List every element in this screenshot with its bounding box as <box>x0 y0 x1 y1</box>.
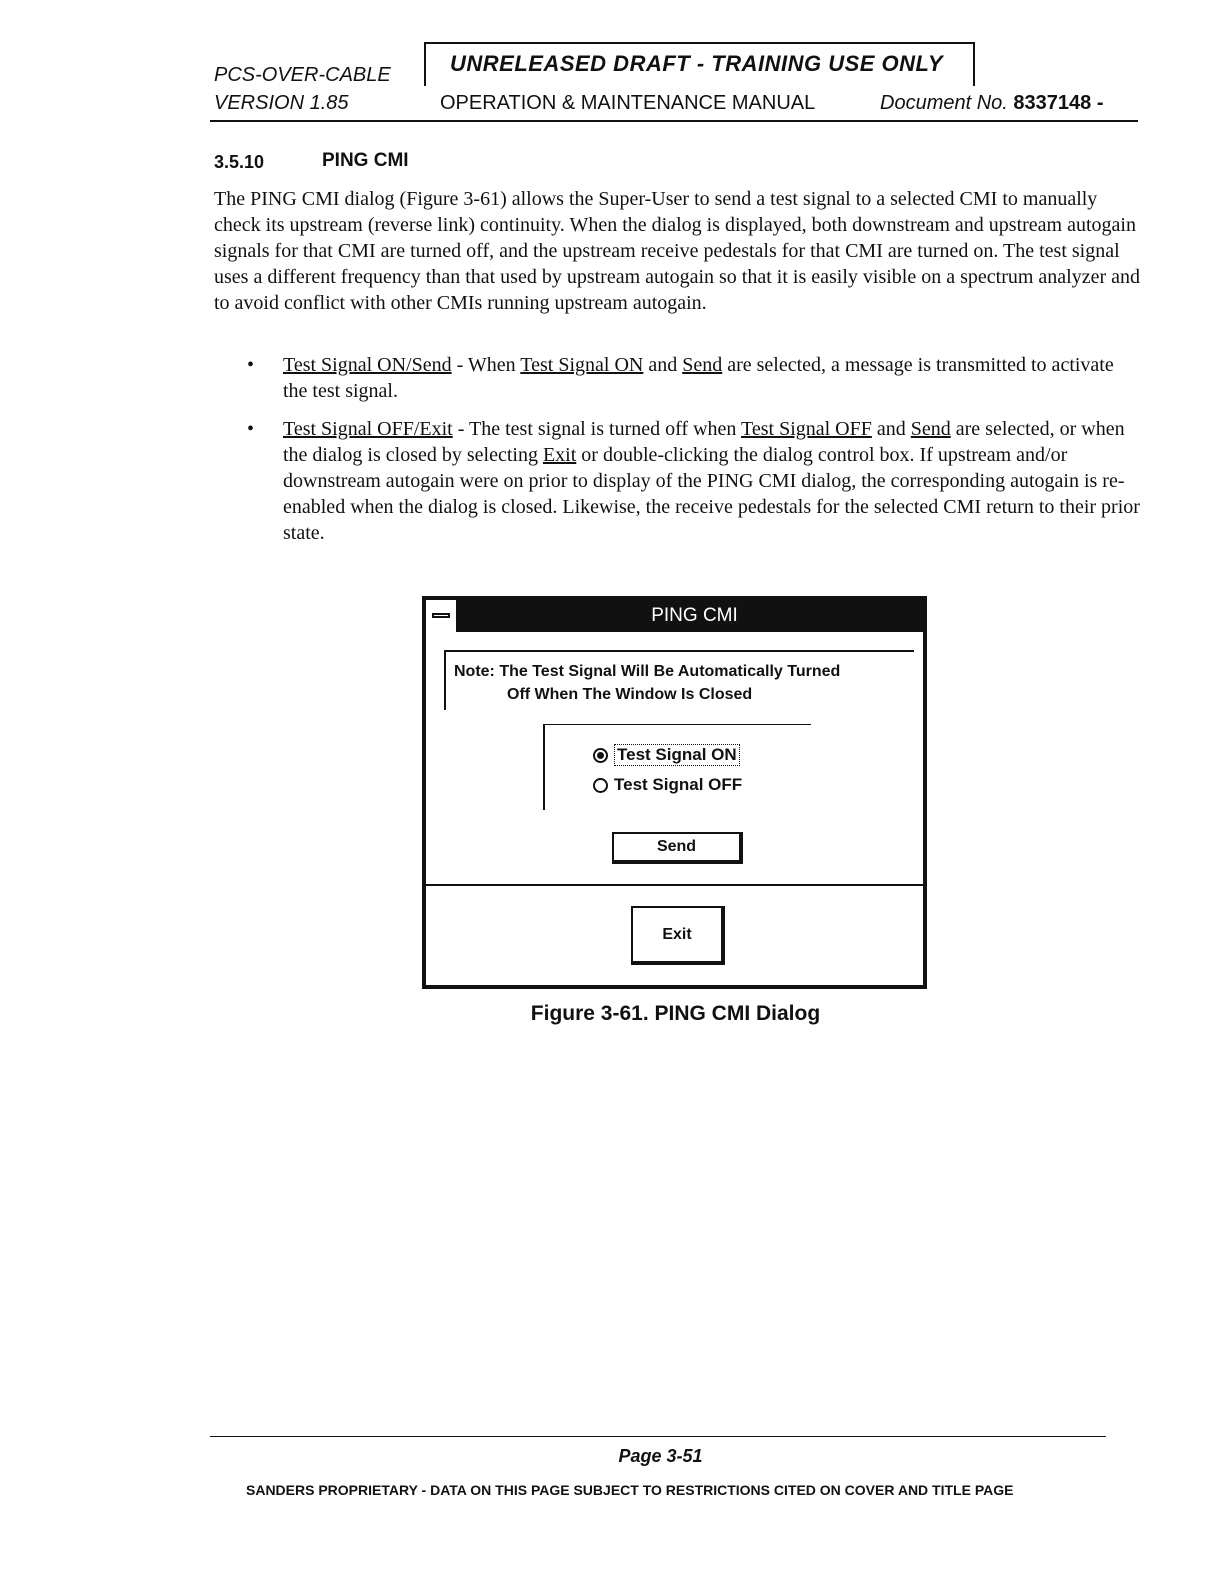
radio-on-label[interactable]: Test Signal ON <box>614 744 740 766</box>
ref-send: Send <box>682 354 723 376</box>
footer-rule <box>210 1436 1106 1437</box>
bullet-text: are selected, a message is transmitted to activate the test signal. <box>283 354 1114 402</box>
bullet-text: and <box>643 354 683 376</box>
section-number: 3.5.10 <box>214 152 265 172</box>
bullet-text: are selected, or when the dialog is closed by selecting <box>283 418 1125 466</box>
document-number-value: 8337148 - <box>1013 92 1104 114</box>
exit-button[interactable]: Exit <box>631 906 725 965</box>
document-number <box>880 92 1103 115</box>
bullet-text: or double-clicking the dialog control box. If upstream and/or downstream autogain were on prior to display of the PING CMI dialog, the corresponding autogain is re-enabled when the dialog is closed. Likewise, the receive pedestals for the selected CMI return to their prior state. <box>283 444 1140 544</box>
manual-title: OPERATION & MAINTENANCE MANUAL <box>440 92 816 114</box>
radio-selected-icon[interactable] <box>593 748 608 763</box>
ping-cmi-dialog <box>422 596 927 989</box>
intro-paragraph: The PING CMI dialog (Figure 3-61) allows the Super-User to send a test signal to a selected CMI to manually check its upstream (reverse link) continuity. When the dialog is displayed, both downstream and upstream autogain signals for that CMI are turned off, and the upstream receive pedestals for that CMI are turned on. The test signal uses a different frequency than that used by upstream autogain so that it is easily visible on a spectrum analyzer and to avoid conflict with other CMIs running upstream autogain. <box>214 188 1141 314</box>
dialog-titlebar <box>426 600 923 632</box>
bullet-signal-off <box>283 416 1143 546</box>
ref-exit: Exit <box>542 444 577 466</box>
bullet-term: Test Signal ON/Send <box>283 354 452 376</box>
signal-groupbox <box>543 724 811 810</box>
dialog-note <box>454 660 840 706</box>
section-title: PING CMI <box>322 150 409 171</box>
radio-off-label[interactable]: Test Signal OFF <box>614 775 743 794</box>
product-version: VERSION 1.85 <box>214 92 349 114</box>
page-number: Page 3-51 <box>618 1446 703 1466</box>
dialog-separator <box>426 884 923 886</box>
bullet-text: - The test signal is turned off when <box>452 418 742 440</box>
bullet-signal-on <box>283 352 1143 404</box>
draft-banner <box>424 42 975 86</box>
document-number-label: Document No. <box>880 92 1008 114</box>
bullet-term: Test Signal OFF/Exit <box>283 418 453 440</box>
radio-test-signal-off[interactable] <box>593 775 742 795</box>
note-line-1: Note: The Test Signal Will Be Automatically Turned <box>454 663 841 680</box>
proprietary-notice: SANDERS PROPRIETARY - DATA ON THIS PAGE SUBJECT TO RESTRICTIONS CITED ON COVER AND TITLE PAGE <box>246 1482 1014 1498</box>
dialog-title: PING CMI <box>651 605 738 626</box>
bullet-marker: • <box>247 354 255 376</box>
send-button[interactable]: Send <box>612 832 743 864</box>
radio-test-signal-on[interactable] <box>593 744 740 766</box>
radio-unselected-icon[interactable] <box>593 778 608 793</box>
header-rule <box>210 120 1138 122</box>
figure-caption: Figure 3-61. PING CMI Dialog <box>530 1002 821 1025</box>
bullet-text: - When <box>451 354 521 376</box>
control-menu-icon[interactable] <box>426 600 458 632</box>
note-line-2: Off When The Window Is Closed <box>507 686 753 703</box>
draft-banner-text: UNRELEASED DRAFT - TRAINING USE ONLY <box>450 51 944 76</box>
bullet-marker: • <box>247 418 255 440</box>
ref-test-signal-off: Test Signal OFF <box>741 418 872 440</box>
ref-send: Send <box>910 418 951 440</box>
product-name: PCS-OVER-CABLE <box>214 64 391 86</box>
ref-test-signal-on: Test Signal ON <box>520 354 644 376</box>
bullet-text: and <box>871 418 911 440</box>
